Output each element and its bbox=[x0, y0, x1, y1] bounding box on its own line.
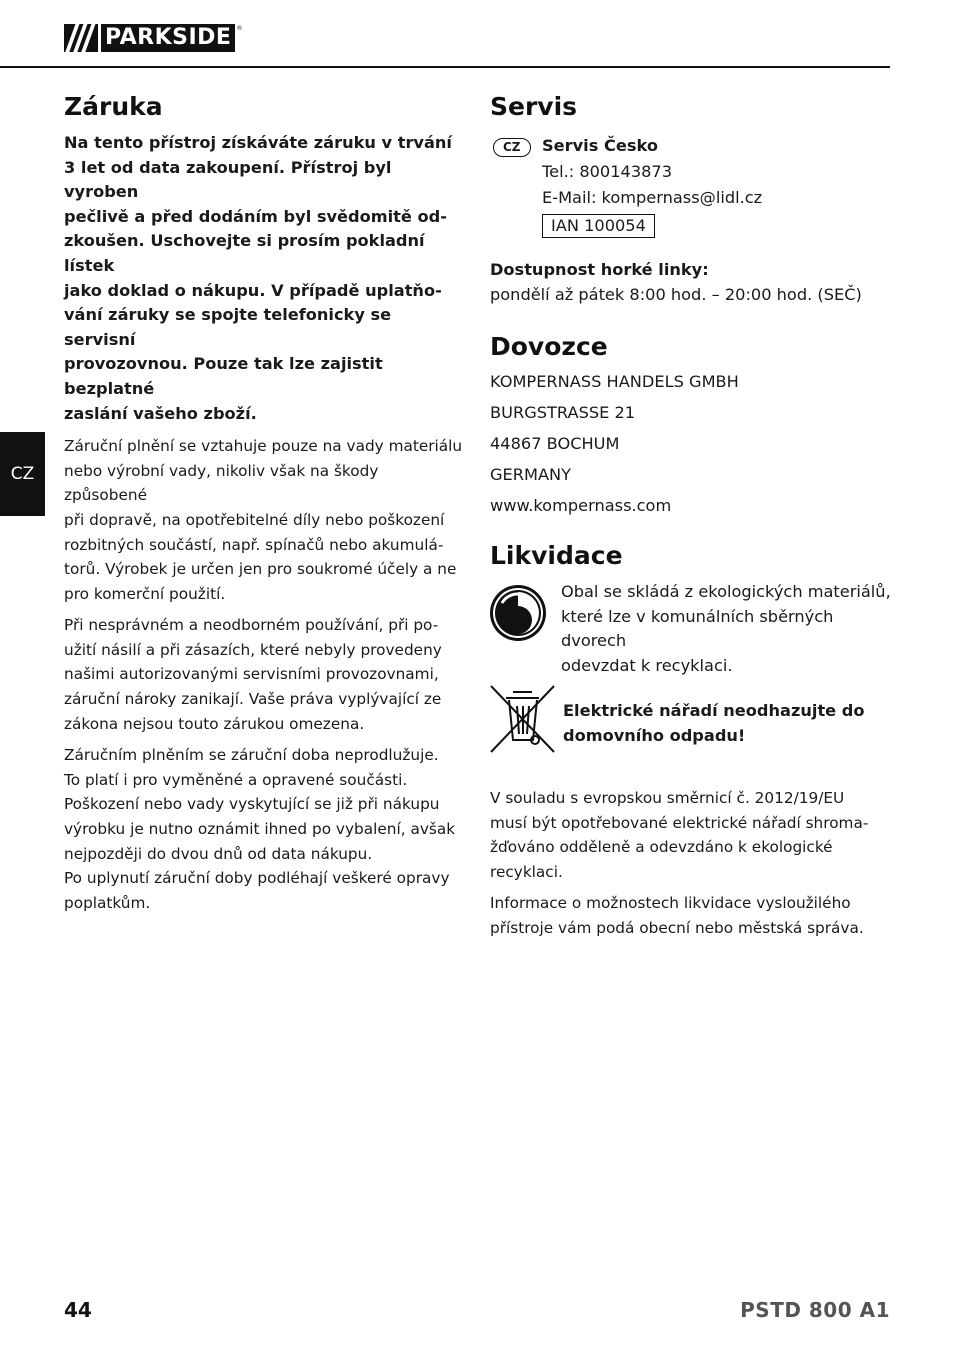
text-line: provozovnou. Pouze tak lze zajistit bezplatné bbox=[64, 354, 383, 398]
servis-title: Servis bbox=[490, 92, 578, 121]
text-line: 3 let od data zakoupení. Přístroj byl vyroben bbox=[64, 157, 392, 202]
importer-address bbox=[490, 366, 890, 521]
text-line: Poškození nebo vady vyskytující se již při nákupu bbox=[64, 795, 440, 814]
text-line: domovního odpadu! bbox=[563, 725, 746, 745]
green-dot-recycling-icon bbox=[488, 583, 548, 643]
brand-name: PARKSIDE bbox=[101, 24, 235, 52]
zaruka-section bbox=[64, 92, 466, 922]
text-line: musí být opotřebované elektrické nářadí shroma- bbox=[490, 813, 869, 832]
likvidace-paragraph-2 bbox=[490, 891, 890, 940]
text-line: Záruční plnění se vztahuje pouze na vady materiálu bbox=[64, 437, 463, 456]
importer-website: www.kompernass.com bbox=[490, 496, 672, 515]
text-line: odevzdat k recyklaci. bbox=[561, 655, 733, 675]
servis-contact bbox=[490, 134, 890, 242]
text-line: vání záruky se spojte telefonicky se servisní bbox=[64, 305, 392, 349]
text-line: Informace o možnostech likvidace vysloužilého bbox=[490, 894, 851, 913]
language-tab: CZ bbox=[0, 432, 45, 516]
text-line: výrobku je nutno oznámit ihned po vybalení, avšak bbox=[64, 820, 456, 839]
address-line: GERMANY bbox=[490, 465, 572, 484]
text-line: které lze v komunálních sběrných dvorech bbox=[561, 606, 834, 651]
text-line: Záručním plněním se záruční doba neprodlužuje. bbox=[64, 746, 439, 765]
text-line: při dopravě, na opotřebitelné díly nebo poškození bbox=[64, 510, 445, 529]
text-line: nebo výrobní vady, nikoliv však na škody způsobené bbox=[64, 461, 379, 505]
text-line: záruční nároky zanikají. Vaše práva vyplývající ze bbox=[64, 690, 442, 709]
ian-number: IAN 100054 bbox=[542, 214, 655, 238]
text-line: žďováno odděleně a odevzdáno k ekologické bbox=[490, 838, 833, 857]
crossed-out-wheelie-bin-icon bbox=[489, 684, 556, 754]
text-line: poplatkům. bbox=[64, 893, 151, 912]
header-divider bbox=[0, 66, 890, 68]
text-line: V souladu s evropskou směrnicí č. 2012/19/EU bbox=[490, 789, 845, 807]
zaruka-paragraph-3 bbox=[64, 743, 466, 915]
text-line: rozbitných součástí, např. spínačů nebo akumulá- bbox=[64, 535, 444, 554]
hotline-label: Dostupnost horké linky: bbox=[490, 260, 709, 279]
packaging-text bbox=[561, 580, 891, 678]
likvidace-section bbox=[490, 541, 890, 571]
text-line: jako doklad o nákupu. V případě uplatňo- bbox=[64, 280, 442, 300]
country-badge: CZ bbox=[493, 138, 531, 157]
zaruka-paragraph-2 bbox=[64, 613, 466, 736]
text-line: nejpozději do dvou dnů od data nákupu. bbox=[64, 844, 373, 863]
likvidace-title: Likvidace bbox=[490, 541, 623, 570]
dovozce-title: Dovozce bbox=[490, 332, 608, 361]
zaruka-paragraph-1 bbox=[64, 434, 466, 606]
dovozce-section bbox=[490, 332, 890, 521]
model-number: PSTD 800 A1 bbox=[740, 1298, 890, 1322]
weee-warning bbox=[563, 699, 893, 748]
text-line: pečlivě a před dodáním byl svědomitě od- bbox=[64, 206, 447, 226]
text-line: Obal se skládá z ekologických materiálů, bbox=[561, 582, 891, 601]
text-line: zkoušen. Uschovejte si prosím pokladní lístek bbox=[64, 231, 425, 275]
likvidace-paragraphs bbox=[490, 786, 890, 948]
address-line: 44867 BOCHUM bbox=[490, 434, 620, 453]
text-line: užití násilí a při zásazích, které nebyly provedeny bbox=[64, 640, 442, 659]
address-line: KOMPERNASS HANDELS GMBH bbox=[490, 372, 739, 391]
text-line: Při nesprávném a neodborném používání, při po- bbox=[64, 616, 439, 635]
servis-name: Servis Česko bbox=[542, 136, 658, 155]
hotline-hours: pondělí až pátek 8:00 hod. – 20:00 hod. (SEČ) bbox=[490, 284, 862, 304]
servis-section bbox=[490, 92, 890, 307]
zaruka-intro bbox=[64, 131, 466, 426]
text-line: zákona nejsou touto zárukou omezena. bbox=[64, 714, 365, 733]
parkside-logo bbox=[64, 24, 242, 52]
page-number: 44 bbox=[64, 1298, 92, 1322]
text-line: recyklaci. bbox=[490, 862, 563, 881]
zaruka-title: Záruka bbox=[64, 92, 163, 121]
text-line: Po uplynutí záruční doby podléhají veškeré opravy bbox=[64, 869, 450, 888]
logo-stripes-icon bbox=[64, 24, 98, 52]
text-line: našimi autorizovanými servisními provozovnami, bbox=[64, 665, 439, 684]
hotline-info bbox=[490, 258, 890, 307]
registered-mark: ® bbox=[236, 25, 243, 32]
text-line: přístroje vám podá obecní nebo městská správa. bbox=[490, 918, 864, 937]
text-line: Na tento přístroj získáváte záruku v trvání bbox=[64, 133, 452, 152]
text-line: pro komerční použití. bbox=[64, 584, 226, 603]
text-line: torů. Výrobek je určen jen pro soukromé účely a ne bbox=[64, 560, 457, 579]
likvidace-paragraph-1 bbox=[490, 786, 890, 884]
servis-email: E-Mail: kompernass@lidl.cz bbox=[542, 188, 763, 207]
text-line: To platí i pro vyměněné a opravené součásti. bbox=[64, 770, 408, 789]
text-line: zaslání vašeho zboží. bbox=[64, 403, 257, 423]
servis-phone: Tel.: 800143873 bbox=[542, 162, 673, 181]
text-line: Elektrické nářadí neodhazujte do bbox=[563, 701, 865, 720]
address-line: BURGSTRASSE 21 bbox=[490, 403, 636, 422]
